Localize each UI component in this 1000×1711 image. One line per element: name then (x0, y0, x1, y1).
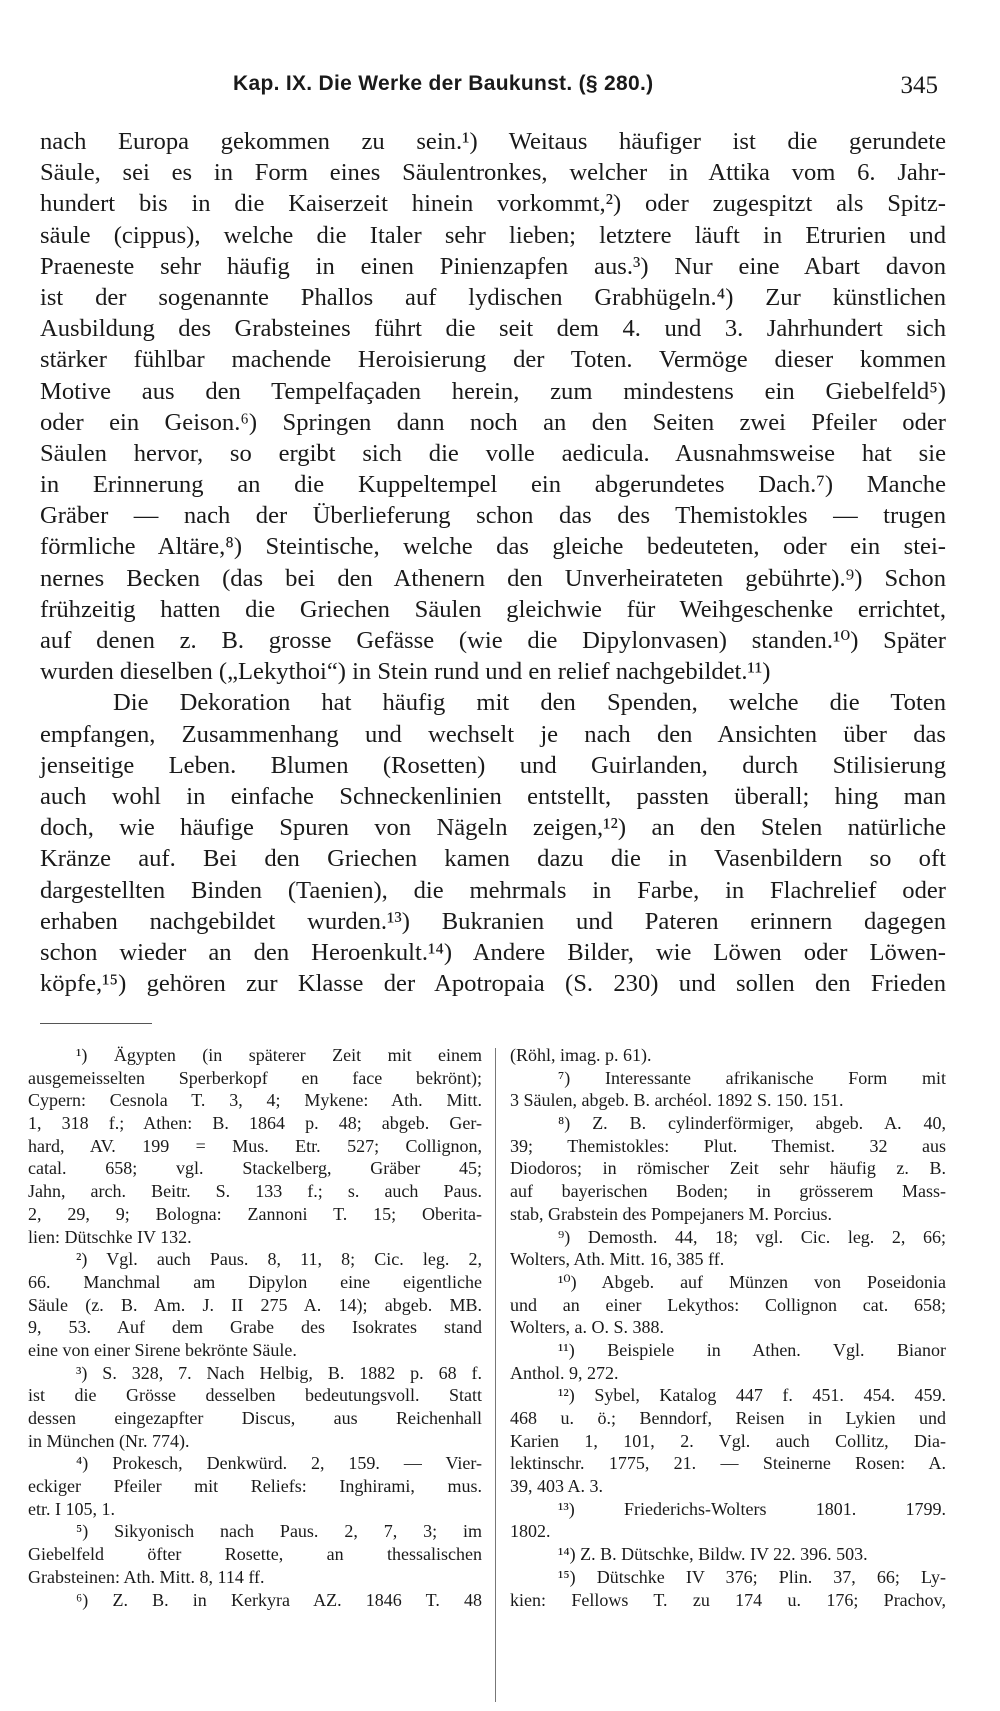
text-line: Die Dekoration hat häufig mit den Spenden, welche die Toten (113, 689, 946, 717)
footnote-line: und an einer Lekythos: Collignon cat. 658; (510, 1294, 946, 1315)
text-line: frühzeitig hatten die Griechen Säulen gleichwie für Weihgeschenke errichtet, (40, 595, 946, 623)
text-line: Säule, sei es in Form eines Säulentronkes, welcher in Attika vom 6. Jahr- (40, 159, 946, 187)
footnote-line: Anthol. 9, 272. (510, 1362, 619, 1383)
footnote-line: ¹⁰) Abgeb. auf Münzen von Poseidonia (558, 1271, 946, 1292)
column-divider (495, 1048, 496, 1702)
footnote-line: ausgemeisselten Sperberkopf en face bekrönt); (28, 1067, 482, 1088)
footnote-line: eine von einer Sirene bekrönte Säule. (28, 1339, 297, 1360)
footnote-line: ist die Grösse desselben bedeutungsvoll. Statt (28, 1385, 482, 1406)
footnote-line: in München (Nr. 774). (28, 1430, 190, 1451)
footnote-line: (Röhl, imag. p. 61). (510, 1045, 652, 1065)
footnote-line: ¹²) Sybel, Katalog 447 f. 451. 454. 459. (558, 1385, 946, 1406)
footnote-line: ¹) Ägypten (in späterer Zeit mit einem (76, 1045, 482, 1065)
footnote-line: Wolters, Ath. Mitt. 16, 385 ff. (510, 1249, 725, 1270)
text-line: doch, wie häufige Spuren von Nägeln zeigen,¹²) an den Stelen natürliche (40, 814, 946, 842)
footnote-line: 39; Themistokles: Plut. Themist. 32 aus (510, 1135, 946, 1156)
footnote-line: 66. Manchmal am Dipylon eine eigentliche (28, 1271, 482, 1292)
footnotes-left-column (28, 1044, 482, 1611)
footnote-line: lien: Dütschke IV 132. (28, 1226, 192, 1247)
footnote-line: Grabsteinen: Ath. Mitt. 8, 114 ff. (28, 1566, 265, 1587)
footnote-line: ⁴) Prokesch, Denkwürd. 2, 159. — Vier- (76, 1453, 482, 1474)
text-line: wurden dieselben („Lekythoi“) in Stein rund und en relief nachgebildet.¹¹) (40, 658, 771, 686)
text-line: nach Europa gekommen zu sein.¹) Weitaus häufiger ist die gerundete (40, 128, 946, 155)
text-line: hundert bis in die Kaiserzeit hinein vorkommt,²) oder zugespitzt als Spitz- (40, 190, 946, 218)
footnotes-right-column (510, 1044, 946, 1611)
text-line: Kränze auf. Bei den Griechen kamen dazu die in Vasenbildern so oft (40, 845, 946, 873)
text-line: auf denen z. B. grosse Gefässe (wie die Dipylonvasen) standen.¹⁰) Später (40, 627, 946, 654)
footnote-line: ¹³) Friederichs-Wolters 1801. 1799. (558, 1498, 946, 1519)
text-line: erhaben nachgebildet wurden.¹³) Bukranien und Pateren erinnern dagegen (40, 907, 946, 935)
footnote-line: kien: Fellows T. zu 174 u. 176; Prachov, (510, 1589, 946, 1610)
footnote-line: Wolters, a. O. S. 388. (510, 1317, 665, 1338)
footnote-line: stab, Grabstein des Pompejaners M. Porcius. (510, 1203, 832, 1224)
text-line: nernes Becken (das bei den Athenern den Unverheirateten gebührte).⁹) Schon (40, 564, 946, 592)
footnote-line: ⁹) Demosth. 44, 18; vgl. Cic. leg. 2, 66; (558, 1226, 946, 1247)
footnote-line: 2, 29, 9; Bologna: Zannoni T. 15; Oberita- (28, 1203, 482, 1224)
running-header (233, 72, 938, 112)
footnote-line: dessen eingezapfter Discus, aus Reichenhall (28, 1408, 482, 1428)
text-line: säule (cippus), welche die Italer sehr lieben; letztere läuft in Etrurien und (40, 221, 946, 249)
footnote-line: 1802. (510, 1521, 551, 1542)
text-line: dargestellten Binden (Taenien), die mehrmals in Farbe, in Flachrelief oder (40, 876, 946, 904)
text-line: Säulen hervor, so ergibt sich die volle aedicula. Ausnahmsweise hat sie (40, 439, 946, 467)
footnote-line: ¹¹) Beispiele in Athen. Vgl. Bianor (558, 1339, 946, 1360)
footnote-rule (40, 1023, 152, 1024)
main-text (40, 126, 946, 999)
text-line: stärker fühlbar machende Heroisierung der Toten. Vermöge dieser kommen (40, 346, 946, 374)
footnote-line: 468 u. ö.; Benndorf, Reisen in Lykien und (510, 1408, 946, 1428)
footnote-line: Säule (z. B. Am. J. II 275 A. 14); abgeb. MB. (28, 1294, 482, 1315)
footnote-line: hard, AV. 199 = Mus. Etr. 527; Collignon, (28, 1135, 482, 1156)
footnote-line: lektinschr. 1775, 21. — Steinerne Rosen: A. (510, 1453, 946, 1474)
text-line: auch wohl in einfache Schneckenlinien entstellt, passten überall; hing man (40, 782, 946, 810)
footnote-line: ⁶) Z. B. in Kerkyra AZ. 1846 T. 48 (76, 1589, 482, 1610)
chapter-title: Kap. IX. Die Werke der Baukunst. (§ 280.) (233, 72, 654, 95)
footnote-line: Jahn, arch. Beitr. S. 133 f.; s. auch Paus. (28, 1181, 482, 1202)
text-line: Ausbildung des Grabsteines führt die seit dem 4. und 3. Jahrhundert sich (40, 315, 946, 343)
footnote-line: ⁷) Interessante afrikanische Form mit (558, 1067, 946, 1088)
footnote-line: ⁵) Sikyonisch nach Paus. 2, 7, 3; im (76, 1521, 482, 1542)
footnote-line: 1, 318 f.; Athen: B. 1864 p. 48; abgeb. Ger- (28, 1113, 482, 1134)
footnote-line: auf bayerischen Boden; in grösserem Mass- (510, 1181, 946, 1202)
footnote-line: Karien 1, 101, 2. Vgl. auch Collitz, Dia- (510, 1430, 946, 1451)
text-line: in Erinnerung an die Kuppeltempel ein abgerundetes Dach.⁷) Manche (40, 471, 946, 499)
text-line: jenseitige Leben. Blumen (Rosetten) und Guirlanden, durch Stilisierung (40, 751, 946, 779)
text-line: Gräber — nach der Überlieferung schon das des Themistokles — trugen (40, 502, 946, 530)
text-line: Motive aus den Tempelfaçaden herein, zum mindestens ein Giebelfeld⁵) (40, 377, 946, 405)
text-line: oder ein Geison.⁶) Springen dann noch an den Seiten zwei Pfeiler oder (40, 408, 946, 436)
footnote-line: 39, 403 A. 3. (510, 1476, 604, 1497)
footnote-line: Cypern: Cesnola T. 3, 4; Mykene: Ath. Mitt. (28, 1090, 482, 1111)
text-line: Praeneste sehr häufig in einen Pinienzapfen aus.³) Nur eine Abart davon (40, 252, 946, 280)
footnote-line: Giebelfeld öfter Rosette, an thessalischen (28, 1544, 482, 1565)
text-line: förmliche Altäre,⁸) Steintische, welche das gleiche bedeuteten, oder ein stei- (40, 533, 946, 561)
footnote-line: ³) S. 328, 7. Nach Helbig, B. 1882 p. 68 f. (76, 1362, 482, 1383)
text-line: köpfe,¹⁵) gehören zur Klasse der Apotropaia (S. 230) und sollen den Frieden (40, 970, 946, 998)
footnote-line: 3 Säulen, abgeb. B. archéol. 1892 S. 150. 151. (510, 1090, 844, 1111)
footnote-line: 9, 53. Auf dem Grabe des Isokrates stand (28, 1317, 482, 1338)
text-line: ist der sogenannte Phallos auf lydischen Grabhügeln.⁴) Zur künstlichen (40, 283, 946, 311)
footnote-line: ⁸) Z. B. cylinderförmiger, abgeb. A. 40, (558, 1113, 946, 1134)
text-line: schon wieder an den Heroenkult.¹⁴) Andere Bilder, wie Löwen oder Löwen- (40, 938, 946, 966)
page-number: 345 (900, 72, 938, 99)
footnote-line: etr. I 105, 1. (28, 1498, 115, 1519)
footnote-line: eckiger Pfeiler mit Reliefs: Inghirami, mus. (28, 1476, 482, 1497)
footnote-line: Diodoros; in römischer Zeit sehr häufig z. B. (510, 1158, 946, 1179)
footnote-line: ¹⁴) Z. B. Dütschke, Bildw. IV 22. 396. 503. (558, 1544, 868, 1565)
footnote-line: ¹⁵) Dütschke IV 376; Plin. 37, 66; Ly- (558, 1566, 946, 1587)
footnote-line: ²) Vgl. auch Paus. 8, 11, 8; Cic. leg. 2, (76, 1249, 482, 1270)
footnote-line: catal. 658; vgl. Stackelberg, Gräber 45; (28, 1158, 482, 1179)
text-line: empfangen, Zusammenhang und wechselt je nach den Ansichten über das (40, 720, 946, 748)
